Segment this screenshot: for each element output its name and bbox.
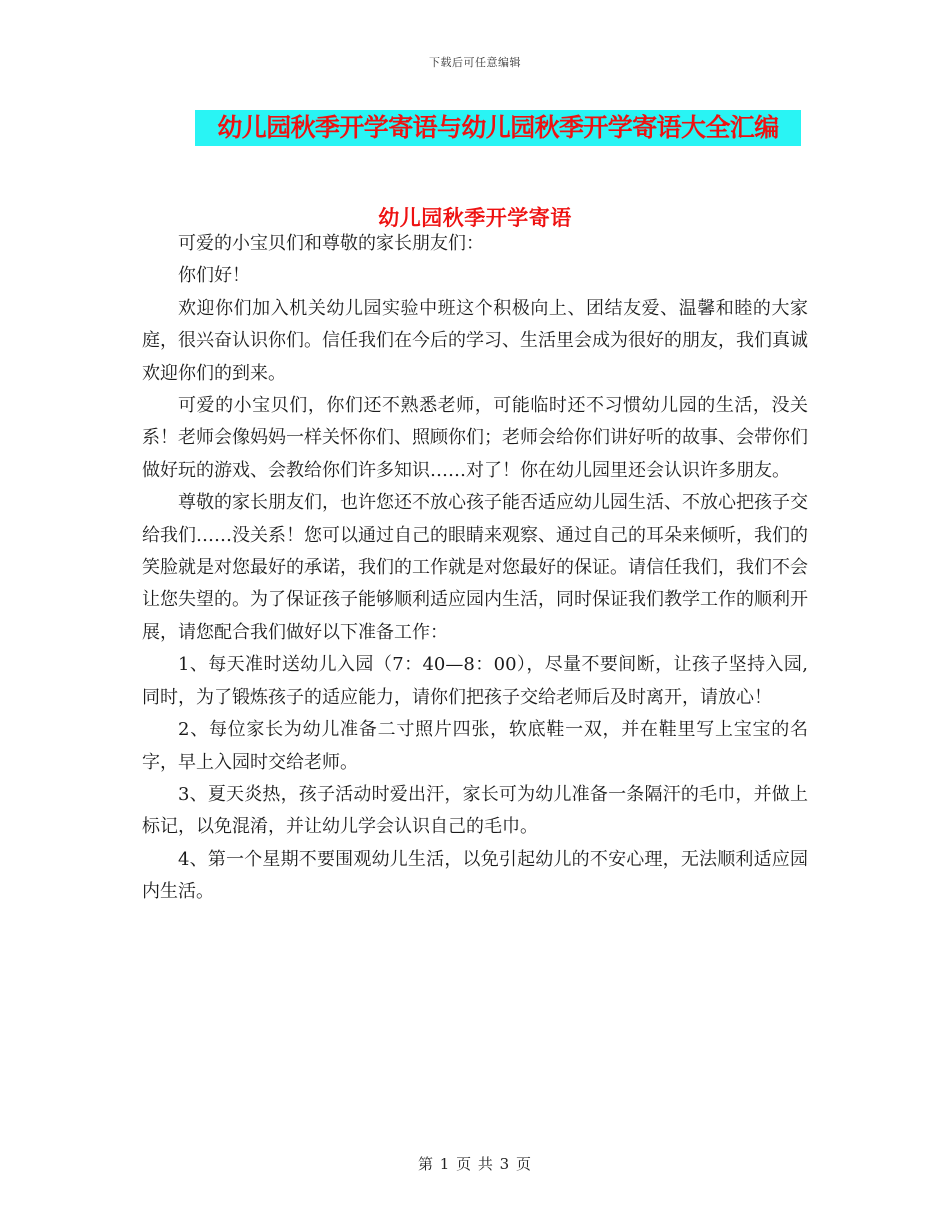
section-title: 幼儿园秋季开学寄语 bbox=[378, 205, 572, 230]
list-item-1: 1、每天准时送幼儿入园（7：40—8：00），尽量不要间断，让孩子坚持入园,同时，为了锻炼孩子的适应能力，请你们把孩子交给老师后及时离开，请放心！ bbox=[142, 654, 808, 708]
document-title-highlight bbox=[195, 110, 801, 146]
header-note: 下载后可任意编辑 bbox=[429, 56, 521, 69]
document-title: 幼儿园秋季开学寄语与幼儿园秋季开学寄语大全汇编 bbox=[217, 113, 779, 142]
paragraph-to-children: 可爱的小宝贝们，你们还不熟悉老师，可能临时还不习惯幼儿园的生活，没关系！老师会像妈妈一样关怀你们、照顾你们；老师会给你们讲好听的故事、会带你们做好玩的游戏、会教给你们许多知识……对了！你在幼儿园里还会认识许多朋友。 bbox=[142, 395, 808, 481]
paragraph-greeting: 可爱的小宝贝们和尊敬的家长朋友们： bbox=[178, 233, 484, 254]
paragraph-hello: 你们好！ bbox=[178, 265, 250, 287]
list-item-3: 3、夏天炎热，孩子活动时爱出汗，家长可为幼儿准备一条隔汗的毛巾，并做上标记，以免混淆，并让幼儿学会认识自己的毛巾。 bbox=[142, 783, 808, 838]
paragraph-to-parents: 尊敬的家长朋友们，也许您还不放心孩子能否适应幼儿园生活、不放心把孩子交给我们……没关系！您可以通过自己的眼睛来观察、通过自己的耳朵来倾听，我们的笑脸就是对您最好的承诺，我们的工作就是对您最好的保证。请信任我们，我们不会让您失望的。为了保证孩子能够顺利适应园内生活，同时保证我们教学工作的顺利开展，请您配合我们做好以下准备工作： bbox=[142, 492, 808, 643]
paragraph-welcome: 欢迎你们加入机关幼儿园实验中班这个积极向上、团结友爱、温馨和睦的大家庭，很兴奋认识你们。信任我们在今后的学习、生活里会成为很好的朋友，我们真诚欢迎你们的到来。 bbox=[142, 297, 808, 384]
page-number: 第 1 页 共 3 页 bbox=[418, 1155, 532, 1173]
document-body bbox=[142, 228, 808, 909]
list-item-4: 4、第一个星期不要围观幼儿生活，以免引起幼儿的不安心理，无法顺利适应园内生活。 bbox=[142, 848, 808, 903]
list-item-2: 2、每位家长为幼儿准备二寸照片四张，软底鞋一双，并在鞋里写上宝宝的名字，早上入园时交给老师。 bbox=[142, 719, 808, 773]
